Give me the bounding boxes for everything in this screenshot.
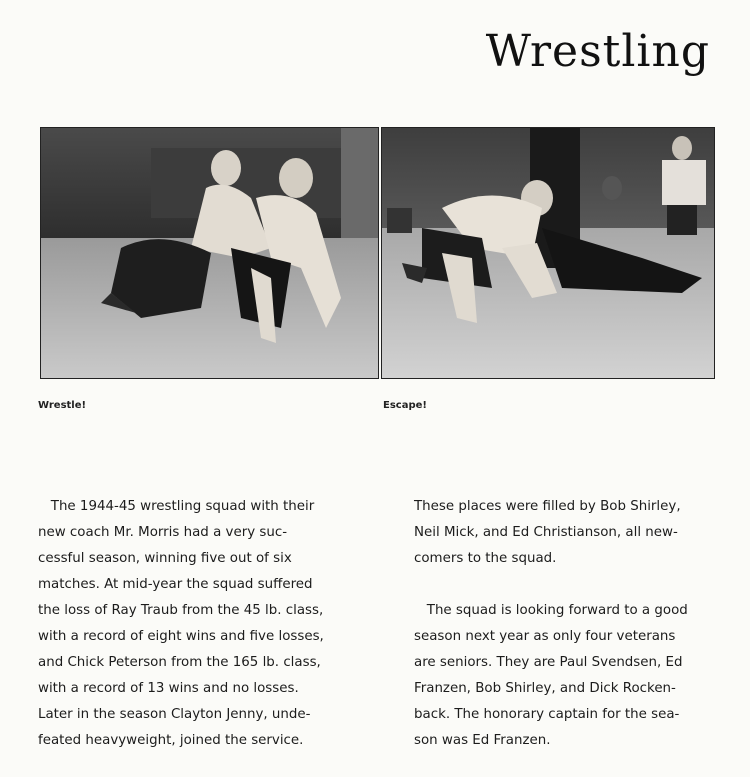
text-line: with a record of 13 wins and no losses. (38, 681, 299, 696)
paragraph-gap (414, 572, 734, 598)
text-line: matches. At mid-year the squad suffered (38, 577, 313, 592)
text-line: These places were filled by Bob Shirley, (414, 499, 681, 514)
text-line: and Chick Peterson from the 165 lb. class, (38, 655, 321, 670)
text-line: are seniors. They are Paul Svendsen, Ed (414, 655, 683, 670)
text-line: cessful season, winning five out of six (38, 551, 292, 566)
text-line: Later in the season Clayton Jenny, unde- (38, 707, 311, 722)
text-line: Franzen, Bob Shirley, and Dick Rocken- (414, 681, 676, 696)
escape-photo-image (382, 128, 714, 378)
article-left-column (38, 494, 368, 754)
wrestle-photo (40, 127, 379, 379)
text-line: new coach Mr. Morris had a very suc- (38, 525, 288, 540)
photo-caption-wrestle: Wrestle! (38, 400, 87, 411)
page-title: Wrestling (485, 26, 710, 77)
article-right-column (414, 494, 734, 754)
text-line: Neil Mick, and Ed Christianson, all new- (414, 525, 678, 540)
photo-caption-escape: Escape! (383, 400, 427, 411)
text-line: back. The honorary captain for the sea- (414, 707, 680, 722)
text-line: with a record of eight wins and five losses, (38, 629, 324, 644)
text-line: comers to the squad. (414, 551, 557, 566)
text-line: feated heavyweight, joined the service. (38, 733, 304, 748)
text-line: the loss of Ray Traub from the 45 lb. class, (38, 603, 324, 618)
text-line: son was Ed Franzen. (414, 733, 551, 748)
text-line: The squad is looking forward to a good (414, 603, 688, 618)
text-line: season next year as only four veterans (414, 629, 676, 644)
escape-photo (381, 127, 715, 379)
text-line: The 1944-45 wrestling squad with their (38, 499, 315, 514)
wrestle-photo-image (41, 128, 378, 378)
